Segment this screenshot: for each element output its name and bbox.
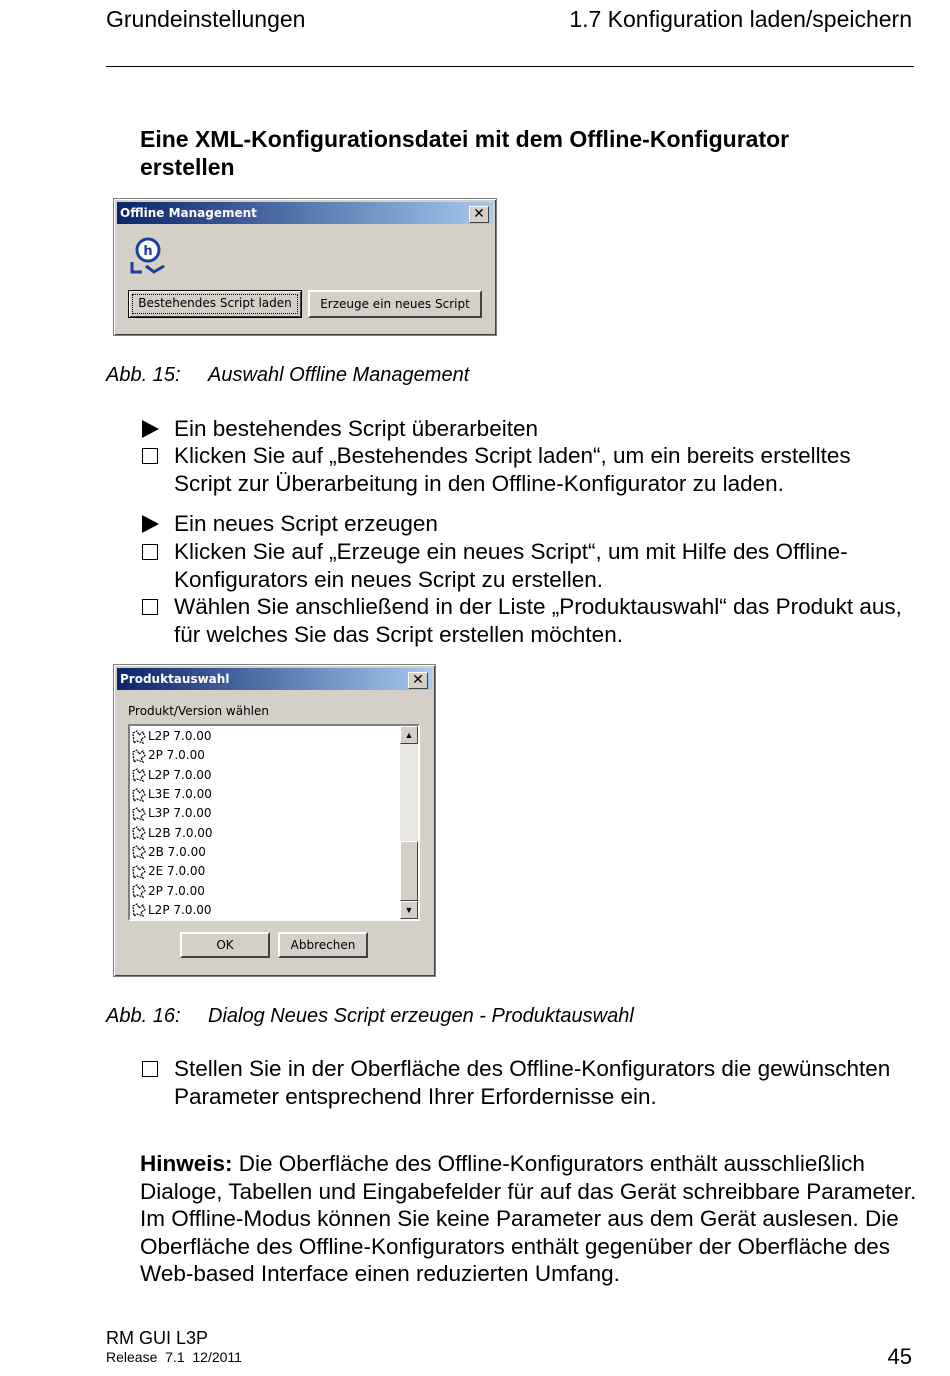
list-item-label: 2P 7.0.00: [148, 748, 205, 763]
note-label: Hinweis:: [140, 1151, 233, 1176]
list-item[interactable]: [130, 766, 418, 785]
checkbox-icon: [142, 448, 158, 464]
product-icon: [132, 807, 146, 821]
scroll-thumb[interactable]: [400, 841, 418, 901]
list-item-label: 2E 7.0.00: [148, 864, 206, 879]
product-icon: [132, 730, 146, 744]
note-paragraph: [140, 1150, 920, 1288]
header-rule: [106, 66, 914, 67]
product-list[interactable]: [128, 724, 420, 921]
list-item-label: 2P 7.0.00: [148, 883, 205, 898]
close-icon[interactable]: ✕: [469, 206, 489, 223]
figure-caption-text: Dialog Neues Script erzeugen - Produktauswahl: [208, 1005, 634, 1027]
step-item: Stellen Sie in der Oberfläche des Offline-Konfigurators die gewünschten Parameter entsprechend Ihrer Erfordernisse ein.: [140, 1055, 910, 1110]
dialog-title: Produktauswahl: [120, 672, 230, 686]
list-item-label: 2B 7.0.00: [148, 844, 206, 859]
list-item-label: L3P 7.0.00: [148, 806, 212, 821]
footer-product: RM GUI L3P: [106, 1328, 209, 1348]
header-left: Grundeinstellungen: [106, 6, 306, 32]
offline-management-dialog: [113, 198, 497, 336]
product-icon: [132, 788, 146, 802]
list-item[interactable]: [130, 727, 418, 746]
checkbox-icon: [142, 599, 158, 615]
svg-text:h: h: [143, 244, 153, 259]
close-icon[interactable]: ✕: [408, 672, 428, 689]
list-item[interactable]: [130, 901, 418, 920]
list-item[interactable]: [130, 843, 418, 862]
list-item-label: L2P 7.0.00: [148, 902, 212, 917]
list-item-label: L2B 7.0.00: [148, 825, 213, 840]
action-heading: Ein bestehendes Script überarbeiten: [140, 415, 910, 443]
list-item[interactable]: [130, 823, 418, 842]
product-icon: [132, 768, 146, 782]
new-script-button[interactable]: Erzeuge ein neues Script: [308, 290, 482, 318]
checkbox-icon: [142, 1061, 158, 1077]
list-label: Produkt/Version wählen: [128, 704, 269, 718]
list-item[interactable]: [130, 881, 418, 900]
note-text: Die Oberfläche des Offline-Konfigurators enthält ausschließlich Dialoge, Tabellen und Eingabefelder für auf das Gerät schreibbare Parameter. Im Offline-Modus können Sie keine Parameter aus dem Gerät auslesen. Die Oberfläche des Offline-Konfigurators enthält gegenüber der Oberfläche des Web-based Interface einen reduzierten Umfang.: [140, 1151, 917, 1286]
product-selection-dialog: [113, 664, 436, 977]
scroll-down-icon[interactable]: ▼: [400, 901, 418, 919]
list-item[interactable]: [130, 804, 418, 823]
step-item: Klicken Sie auf „Bestehendes Script laden“, um ein bereits erstelltes Script zur Überarbeitung in den Offline-Konfigurator zu laden.: [140, 442, 910, 497]
dialog-titlebar: [117, 202, 493, 224]
list-item[interactable]: [130, 862, 418, 881]
ok-button[interactable]: OK: [180, 932, 270, 958]
figure-caption-label: Abb. 16:: [106, 1005, 181, 1027]
page-number: 45: [887, 1344, 912, 1369]
list-item-label: L2P 7.0.00: [148, 729, 212, 744]
product-icon: [132, 749, 146, 763]
list-item-label: L3E 7.0.00: [148, 787, 212, 802]
product-icon: [132, 826, 146, 840]
app-logo-icon: [128, 236, 168, 276]
section-title: Eine XML-Konfigurationsdatei mit dem Offline-Konfigurator erstellen: [140, 126, 790, 180]
list-item[interactable]: [130, 785, 418, 804]
dialog-title: Offline Management: [120, 206, 257, 220]
footer-release: Release 7.1 12/2011: [106, 1349, 242, 1365]
checkbox-icon: [142, 544, 158, 560]
dialog-titlebar: [117, 668, 432, 690]
product-icon: [132, 865, 146, 879]
scroll-up-icon[interactable]: ▲: [400, 726, 418, 744]
action-heading: Ein neues Script erzeugen: [140, 510, 910, 538]
product-icon: [132, 903, 146, 917]
list-scrollbar[interactable]: [400, 726, 418, 919]
figure-caption-label: Abb. 15:: [106, 364, 181, 386]
arrow-icon: [142, 420, 159, 438]
arrow-icon: [142, 515, 159, 533]
product-icon: [132, 845, 146, 859]
step-item: Klicken Sie auf „Erzeuge ein neues Script“, um mit Hilfe des Offline-Konfigurators ein neues Script zu erstellen.: [140, 538, 910, 593]
load-script-button[interactable]: Bestehendes Script laden: [128, 290, 302, 318]
step-item: Wählen Sie anschließend in der Liste „Produktauswahl“ das Produkt aus, für welches Sie das Script erstellen möchten.: [140, 593, 910, 648]
figure-caption-text: Auswahl Offline Management: [208, 364, 470, 386]
cancel-button[interactable]: Abbrechen: [278, 932, 368, 958]
product-icon: [132, 884, 146, 898]
list-item[interactable]: [130, 746, 418, 765]
list-item-label: L2P 7.0.00: [148, 767, 212, 782]
header-right: 1.7 Konfiguration laden/speichern: [569, 6, 912, 32]
